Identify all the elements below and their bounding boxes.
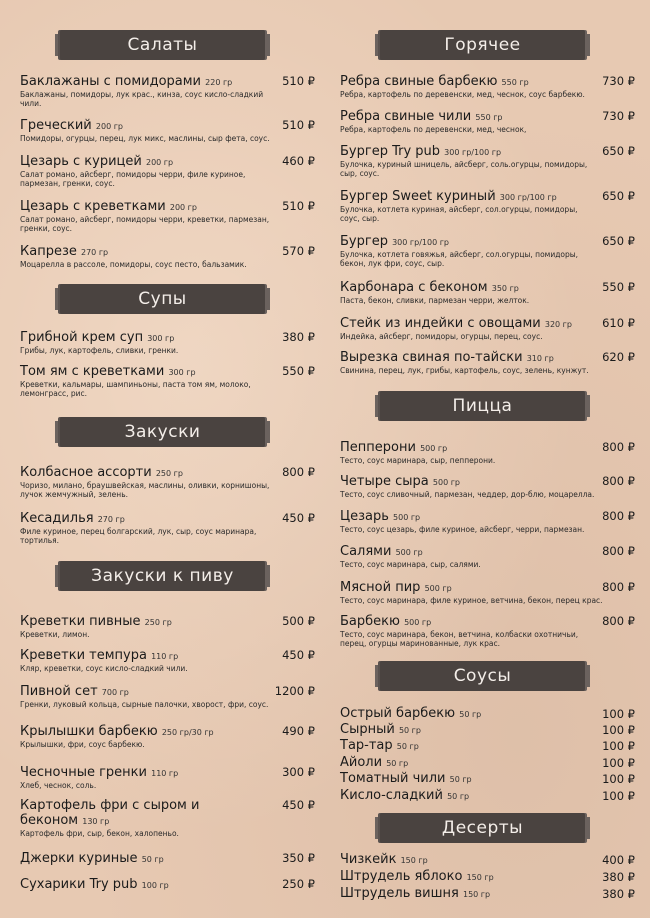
item-price: 510 ₽ <box>282 74 315 88</box>
item-name: Крылышки барбекю <box>20 724 158 739</box>
item-price: 610 ₽ <box>602 316 635 330</box>
item-price: 800 ₽ <box>282 465 315 479</box>
item-desc: Тесто, соус маринара, бекон, ветчина, колбаски охотничьи, перец, огурцы маринованные, лук крас. <box>340 630 579 648</box>
section-banner-salads <box>60 30 265 60</box>
item-name: Кесадилья <box>20 511 94 526</box>
item-desc: Тесто, соус сливочный, пармезан, чеддер, дор-блю, моцарелла. <box>340 490 595 499</box>
item-weight: 220 гр <box>205 78 233 87</box>
item-weight: 150 гр <box>400 856 428 865</box>
item-weight: 500 гр <box>393 513 421 522</box>
item-name: Пивной сет <box>20 684 98 699</box>
sauce-item <box>340 788 635 804</box>
item-weight: 550 гр <box>501 78 529 87</box>
item-price: 100 ₽ <box>602 723 635 737</box>
item-weight: 50 гр <box>386 759 409 768</box>
menu-item <box>340 474 635 499</box>
item-price: 800 ₽ <box>602 474 635 488</box>
item-name: Карбонара с беконом <box>340 280 488 295</box>
item-name: Барбекю <box>340 614 400 629</box>
item-desc: Салат романо, айсберг, помидоры черри, креветки, пармезан, гренки, соус. <box>20 215 270 233</box>
item-price: 380 ₽ <box>282 330 315 344</box>
item-name: Бургер Try pub <box>340 144 441 159</box>
item-desc: Филе куриное, перец болгарский, лук, сыр, соус маринара, тортилья. <box>20 527 257 545</box>
menu-item <box>20 118 315 143</box>
item-desc: Картофель фри, сыр, бекон, халопеньо. <box>20 829 179 838</box>
item-weight: 700 гр <box>101 688 129 697</box>
menu-item <box>340 109 635 134</box>
item-desc: Салат романо, айсберг, помидоры черри, филе куриное, пармезан, гренки, соус. <box>20 170 246 188</box>
item-desc: Чоризо, милано, браушвейская, маслины, оливки, корнишоны, лучок жемчужный, зелень. <box>20 481 270 499</box>
item-name: Том ям с креветками <box>20 364 165 379</box>
menu-item <box>340 144 635 178</box>
section-banner-desserts <box>380 813 585 843</box>
item-desc: Паста, бекон, сливки, пармезан черри, желток. <box>340 296 530 305</box>
item-price: 250 ₽ <box>282 877 315 891</box>
item-price: 380 ₽ <box>602 870 635 884</box>
item-weight: 150 гр <box>462 890 491 899</box>
item-price: 730 ₽ <box>602 109 635 123</box>
dessert-item <box>340 852 635 868</box>
item-desc: Тесто, соус маринара, филе куриное, ветчина, бекон, перец крас. <box>340 596 603 605</box>
menu-item <box>340 440 635 465</box>
item-name: Баклажаны с помидорами <box>20 74 201 89</box>
item-price: 800 ₽ <box>602 544 635 558</box>
item-name: Четыре сыра <box>340 474 429 489</box>
section-title: Закуски к пиву <box>91 566 234 586</box>
menu-item <box>340 614 635 648</box>
item-desc: Булочка, котлета куриная, айсберг, сол.огурцы, помидоры, соус, сыр. <box>340 205 578 223</box>
item-desc: Грибы, лук, картофель, сливки, гренки. <box>20 346 179 355</box>
item-weight: 200 гр <box>95 122 123 131</box>
item-desc: Ребра, картофель по деревенски, мед, чеснок, <box>340 125 527 134</box>
item-desc: Крылышки, фри, соус барбекю. <box>20 740 145 749</box>
item-price: 100 ₽ <box>602 772 635 786</box>
item-price: 800 ₽ <box>602 440 635 454</box>
item-weight: 110 гр <box>151 769 179 778</box>
menu-item <box>340 580 635 605</box>
item-desc: Ребра, картофель по деревенски, мед, чеснок, соус барбекю. <box>340 90 585 99</box>
section-title: Десерты <box>441 818 524 838</box>
item-name: Мясной пир <box>340 580 421 595</box>
item-weight: 350 гр <box>491 284 519 293</box>
item-price: 550 ₽ <box>282 364 315 378</box>
item-name: Картофель фри с сыром и беконом <box>20 798 200 828</box>
item-desc: Гренки, луковый кольца, сырные палочки, хворост, фри, соус. <box>20 700 269 709</box>
item-price: 570 ₽ <box>282 244 315 258</box>
item-name: Греческий <box>20 118 92 133</box>
item-name: Капрезе <box>20 244 77 259</box>
item-weight: 320 гр <box>544 320 572 329</box>
item-weight: 50 гр <box>398 726 421 735</box>
item-weight: 300 гр/100 гр <box>499 193 557 202</box>
sauce-item <box>340 706 635 722</box>
item-weight: 500 гр <box>420 444 448 453</box>
item-price: 300 ₽ <box>282 765 315 779</box>
menu-item <box>340 544 635 569</box>
item-weight: 50 гр <box>396 742 419 751</box>
item-weight: 100 гр <box>141 881 169 890</box>
section-banner-soups <box>60 284 265 314</box>
item-price: 650 ₽ <box>602 189 635 203</box>
item-weight: 300 гр/100 гр <box>444 148 502 157</box>
menu-item <box>20 614 315 639</box>
item-price: 100 ₽ <box>602 707 635 721</box>
menu-item <box>20 244 315 269</box>
item-name: Чизкейк <box>340 852 397 867</box>
menu-item <box>20 724 315 749</box>
item-weight: 150 гр <box>466 873 494 882</box>
menu-item <box>20 511 315 545</box>
item-price: 100 ₽ <box>602 739 635 753</box>
item-desc: Индейка, айсберг, помидоры, огурцы, перец, соус. <box>340 332 543 341</box>
menu-item <box>340 316 635 341</box>
item-weight: 300 гр <box>168 368 196 377</box>
item-desc: Кляр, креветки, соус кисло-сладкий чили. <box>20 664 188 673</box>
item-weight: 500 гр <box>432 478 460 487</box>
section-title: Закуски <box>124 422 201 442</box>
menu-item <box>20 851 315 867</box>
item-weight: 50 гр <box>141 855 164 864</box>
menu-item <box>20 364 315 398</box>
item-weight: 300 гр <box>147 334 175 343</box>
item-weight: 310 гр <box>526 354 554 363</box>
item-desc: Тесто, соус цезарь, филе куриное, айсберг, черри, пармезан. <box>340 525 585 534</box>
sauce-item <box>340 755 635 771</box>
dessert-item <box>340 886 635 902</box>
item-price: 100 ₽ <box>602 756 635 770</box>
item-weight: 250 гр <box>155 469 183 478</box>
item-weight: 500 гр <box>404 618 432 627</box>
item-name: Бургер Sweet куриный <box>340 189 496 204</box>
item-price: 350 ₽ <box>282 851 315 865</box>
item-weight: 300 гр/100 гр <box>392 238 449 247</box>
item-name: Штрудель вишня <box>340 886 459 901</box>
item-name: Сухарики Try pub <box>20 877 138 892</box>
item-weight: 270 гр <box>81 248 109 257</box>
item-name: Салями <box>340 544 392 559</box>
dessert-item <box>340 869 635 885</box>
menu-item <box>340 234 635 268</box>
item-price: 650 ₽ <box>602 144 635 158</box>
item-desc: Тесто, соус маринара, сыр, пепперони. <box>340 456 496 465</box>
item-desc: Креветки, кальмары, шампиньоны, паста том ям, молоко, лемонграсс, рис. <box>20 380 251 398</box>
section-banner-pizza <box>380 391 585 421</box>
section-title: Соусы <box>453 666 512 686</box>
item-price: 620 ₽ <box>602 350 635 364</box>
sauce-item <box>340 738 635 754</box>
menu-item <box>20 798 315 838</box>
menu-item <box>340 509 635 534</box>
item-desc: Моцарелла в рассоле, помидоры, соус песто, бальзамик. <box>20 260 247 269</box>
sauce-item <box>340 722 635 738</box>
item-weight: 50 гр <box>449 775 472 784</box>
item-name: Бургер <box>340 234 388 249</box>
item-name: Колбасное ассорти <box>20 465 152 480</box>
section-banner-hot <box>380 30 585 60</box>
menu-item <box>20 877 315 893</box>
item-weight: 200 гр <box>169 203 197 212</box>
item-desc: Тесто, соус маринара, сыр, салями. <box>340 560 481 569</box>
item-name: Сырный <box>340 722 395 737</box>
item-price: 800 ₽ <box>602 580 635 594</box>
item-name: Цезарь <box>340 509 389 524</box>
item-weight: 110 гр <box>151 652 179 661</box>
item-name: Тар-тар <box>340 738 393 753</box>
menu-item <box>20 765 315 790</box>
item-weight: 250 гр <box>144 618 172 627</box>
menu-item <box>20 74 315 108</box>
item-name: Креветки темпура <box>20 648 147 663</box>
item-name: Чесночные гренки <box>20 765 147 780</box>
section-title: Салаты <box>127 35 198 55</box>
item-desc: Баклажаны, помидоры, лук крас., кинза, соус кисло-сладкий чили. <box>20 90 264 108</box>
item-weight: 200 гр <box>145 158 174 167</box>
item-name: Ребра свиные чили <box>340 109 472 124</box>
item-desc: Креветки, лимон. <box>20 630 90 639</box>
item-price: 1200 ₽ <box>274 684 315 698</box>
item-name: Штрудель яблоко <box>340 869 463 884</box>
item-name: Томатный чили <box>340 771 446 786</box>
item-desc: Свинина, перец, лук, грибы, картофель, соус, зелень, кунжут. <box>340 366 589 375</box>
item-desc: Помидоры, огурцы, перец, лук микс, маслины, сыр фета, соус. <box>20 134 270 143</box>
menu-item <box>20 330 315 355</box>
item-weight: 50 гр <box>459 710 482 719</box>
item-price: 730 ₽ <box>602 74 635 88</box>
item-name: Пепперони <box>340 440 416 455</box>
item-desc: Хлеб, чеснок, соль. <box>20 781 97 790</box>
item-price: 510 ₽ <box>282 199 315 213</box>
item-price: 550 ₽ <box>602 280 635 294</box>
sauce-item <box>340 771 635 787</box>
section-banner-beer-snacks <box>60 561 265 591</box>
item-price: 100 ₽ <box>602 789 635 803</box>
item-weight: 500 гр <box>424 584 452 593</box>
item-name: Айоли <box>340 755 383 770</box>
item-price: 380 ₽ <box>602 887 635 901</box>
item-weight: 270 гр <box>97 515 125 524</box>
item-price: 460 ₽ <box>282 154 315 168</box>
item-price: 510 ₽ <box>282 118 315 132</box>
item-name: Стейк из индейки с овощами <box>340 316 541 331</box>
item-name: Цезарь с курицей <box>20 154 142 169</box>
item-weight: 550 гр <box>475 113 503 122</box>
item-price: 650 ₽ <box>602 234 635 248</box>
menu-item <box>20 684 315 709</box>
menu-item <box>20 465 315 499</box>
item-desc: Булочка, котлета говяжья, айсберг, сол.огурцы, помидоры, бекон, лук фри, соус, сыр. <box>340 250 579 268</box>
item-weight: 250 гр/30 гр <box>161 728 214 737</box>
item-price: 450 ₽ <box>282 511 315 525</box>
item-name: Креветки пивные <box>20 614 141 629</box>
item-weight: 50 гр <box>447 792 470 801</box>
menu-item <box>340 74 635 99</box>
item-price: 450 ₽ <box>282 648 315 662</box>
item-name: Кисло-сладкий <box>340 788 443 803</box>
menu-item <box>20 199 315 233</box>
menu-item <box>340 189 635 223</box>
item-price: 450 ₽ <box>282 798 315 812</box>
item-name: Ребра свиные барбекю <box>340 74 498 89</box>
section-title: Пицца <box>452 396 513 416</box>
item-price: 500 ₽ <box>282 614 315 628</box>
item-name: Грибной крем суп <box>20 330 144 345</box>
item-name: Острый барбекю <box>340 706 456 721</box>
item-desc: Булочка, куриный шницель, айсберг, соль.огурцы, помидоры, сыр, соус. <box>340 160 588 178</box>
item-weight: 500 гр <box>395 548 423 557</box>
menu-item <box>340 280 635 305</box>
menu-item <box>340 350 635 375</box>
item-price: 490 ₽ <box>282 724 315 738</box>
item-name: Вырезка свиная по-тайски <box>340 350 523 365</box>
menu-item <box>20 648 315 673</box>
item-price: 800 ₽ <box>602 509 635 523</box>
item-name: Джерки куриные <box>20 851 138 866</box>
menu-item <box>20 154 315 188</box>
item-price: 800 ₽ <box>602 614 635 628</box>
section-title: Горячее <box>444 35 521 55</box>
item-price: 400 ₽ <box>602 853 635 867</box>
item-weight: 130 гр <box>82 817 110 826</box>
section-banner-snacks <box>60 417 265 447</box>
item-name: Цезарь с креветками <box>20 199 166 214</box>
section-banner-sauces <box>380 661 585 691</box>
section-title: Супы <box>138 289 187 309</box>
